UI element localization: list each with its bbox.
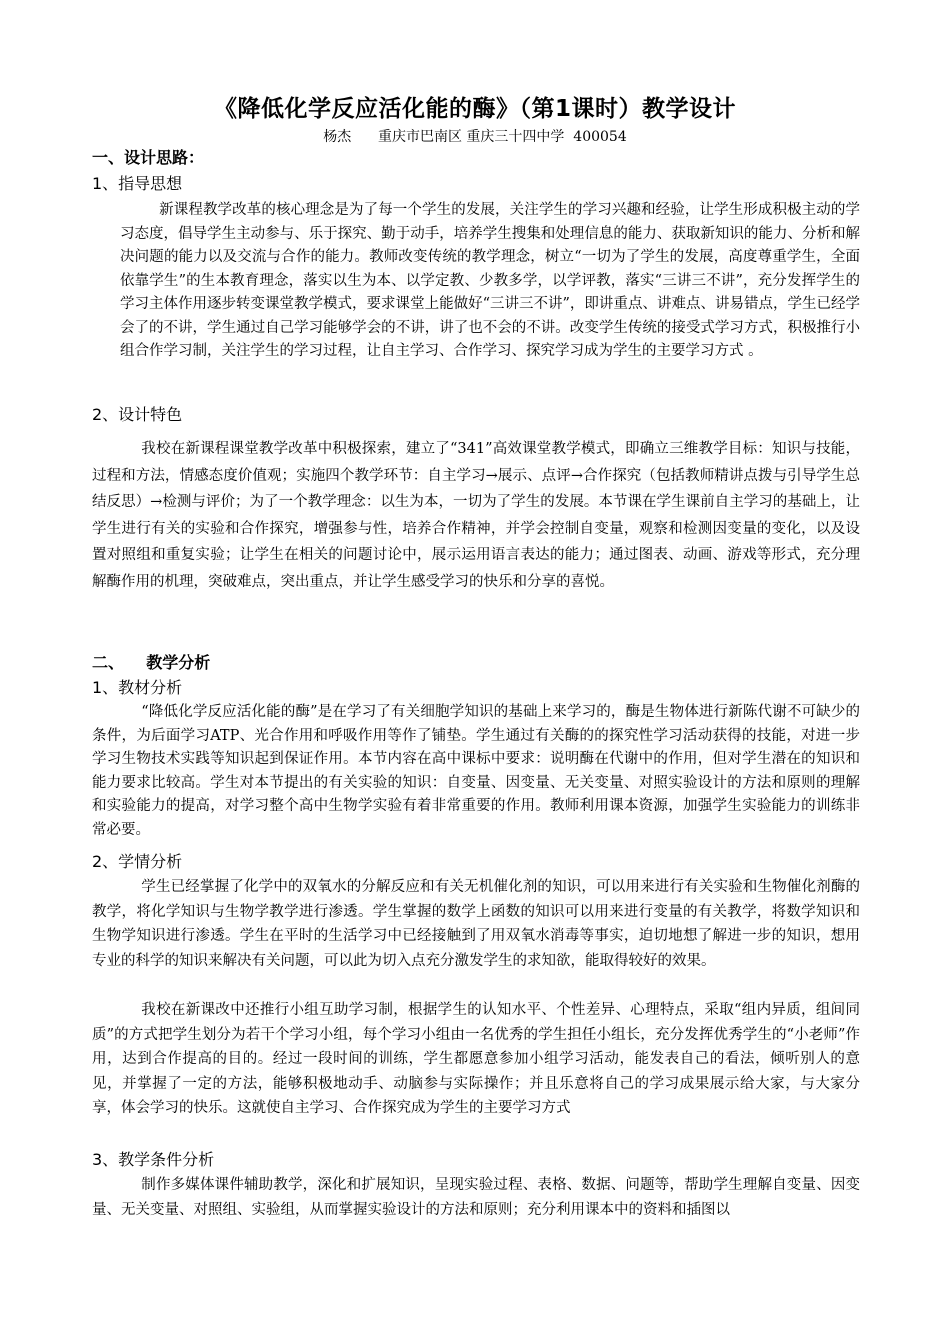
subheading-guiding-thought: 1、指导思想 <box>92 174 183 193</box>
paragraph-guiding-thought: 新课程教学改革的核心理念是为了每一个学生的发展，关注学生的学习兴趣和经验，让学生形成积极主动的学习态度，倡导学生主动参与、乐于探究、勤于动手，培养学生搜集和处理信息的能力、获取新知识的能力、分析和解决问题的能力以及交流与合作的能力。教师改变传统的教学理念，树立“一切为了学生的发展，高度尊重学生，全面依靠学生”的生本教育理念，落实以生为本、以学定教、少教多学，以学评教，落实“三讲三不讲”，充分发挥学生的学习主体作用逐步转变课堂教学模式，要求课堂上能做好“三讲三不讲”，即讲重点、讲难点、讲易错点，学生已经学会了的不讲，学生通过自己学习能够学会的不讲，讲了也不会的不讲。改变学生传统的接受式学习方式，积极推行小组合作学习制，关注学生的学习过程，让自主学习、合作学习、探究学习成为学生的主要学习方式 。 <box>120 202 860 359</box>
subheading-teaching-conditions: 3、教学条件分析 <box>92 1150 215 1169</box>
subheading-textbook-analysis: 1、教材分析 <box>92 678 183 697</box>
paragraph-design-features: 我校在新课程课堂教学改革中积极探索，建立了“341”高效课堂教学模式，即确立三维教学目标：知识与技能，过程和方法，情感态度价值观；实施四个教学环节：自主学习→展示、点评→合作探究（包括教师精讲点拨与引导学生总结反思）→检测与评价；为了一个教学理念：以生为本，一切为了学生的发展。本节课在学生课前自主学习的基础上，让学生进行有关的实验和合作探究，增强参与性，培养合作精神，并学会控制自变量，观察和检测因变量的变化，以及设置对照组和重复实验；让学生在相关的问题讨论中，展示运用语言表达的能力；通过图表、动画、游戏等形式，充分理解酶作用的机理，突破难点，突出重点，并让学生感受学习的快乐和分享的喜悦。 <box>92 441 860 590</box>
author-line: 杨杰 重庆市巴南区 重庆三十四中学 400054 <box>323 129 627 145</box>
paragraph-student-analysis-2: 我校在新课改中还推行小组互助学习制，根据学生的认知水平、个性差异、心理特点，采取“组内异质，组间同质”的方式把学生划分为若干个学习小组，每个学习小组由一名优秀的学生担任小组长，充分发挥优秀学生的“小老师”作用，达到合作提高的目的。经过一段时间的训练，学生都愿意参加小组学习活动，能发表自己的看法，倾听别人的意见，并掌握了一定的方法，能够积极地动手、动脑参与实际操作；并且乐意将自己的学习成果展示给大家，与大家分享，体会学习的快乐。这就使自主学习、合作探究成为学生的主要学习方式 <box>92 1002 860 1116</box>
document-title: 《降低化学反应活化能的酶》（第1课时）教学设计 <box>213 96 736 122</box>
section-heading-teaching-analysis: 二、 教学分析 <box>92 653 211 672</box>
subheading-student-analysis: 2、学情分析 <box>92 852 183 871</box>
paragraph-textbook-analysis: “降低化学反应活化能的酶”是在学习了有关细胞学知识的基础上来学习的，酶是生物体进行新陈代谢不可缺少的条件，为后面学习ATP、光合作用和呼吸作用等作了铺垫。学生通过有关酶的的探究性学习活动获得的技能，对进一步学习生物技术实践等知识起到保证作用。本节内容在高中课标中要求：说明酶在代谢中的作用，但对学生潜在的知识和能力要求比较高。学生对本节提出的有关实验的知识：自变量、因变量、无关变量、对照实验设计的方法和原则的理解和实验能力的提高，对学习整个高中生物学实验有着非常重要的作用。教师利用课本资源，加强学生实验能力的训练非常必要。 <box>92 704 860 838</box>
section-heading-design-idea: 一、设计思路： <box>92 148 205 167</box>
paragraph-student-analysis-1: 学生已经掌握了化学中的双氧水的分解反应和有关无机催化剂的知识，可以用来进行有关实验和生物催化剂酶的教学，将化学知识与生物学教学进行渗透。学生掌握的数学上函数的知识可以用来进行变量的有关教学，将数学知识和生物学知识进行渗透。学生在平时的生活学习中已经接触到了用双氧水消毒等事实，迫切地想了解进一步的知识，想用专业的科学的知识来解决有关问题，可以此为切入点充分激发学生的求知欲，能取得较好的效果。 <box>92 879 860 969</box>
paragraph-teaching-conditions: 制作多媒体课件辅助教学，深化和扩展知识，呈现实验过程、表格、数据、问题等，帮助学生理解自变量、因变量、无关变量、对照组、实验组，从而掌握实验设计的方法和原则；充分利用课本中的资料和插图以 <box>92 1177 860 1218</box>
subheading-design-features: 2、设计特色 <box>92 405 183 424</box>
